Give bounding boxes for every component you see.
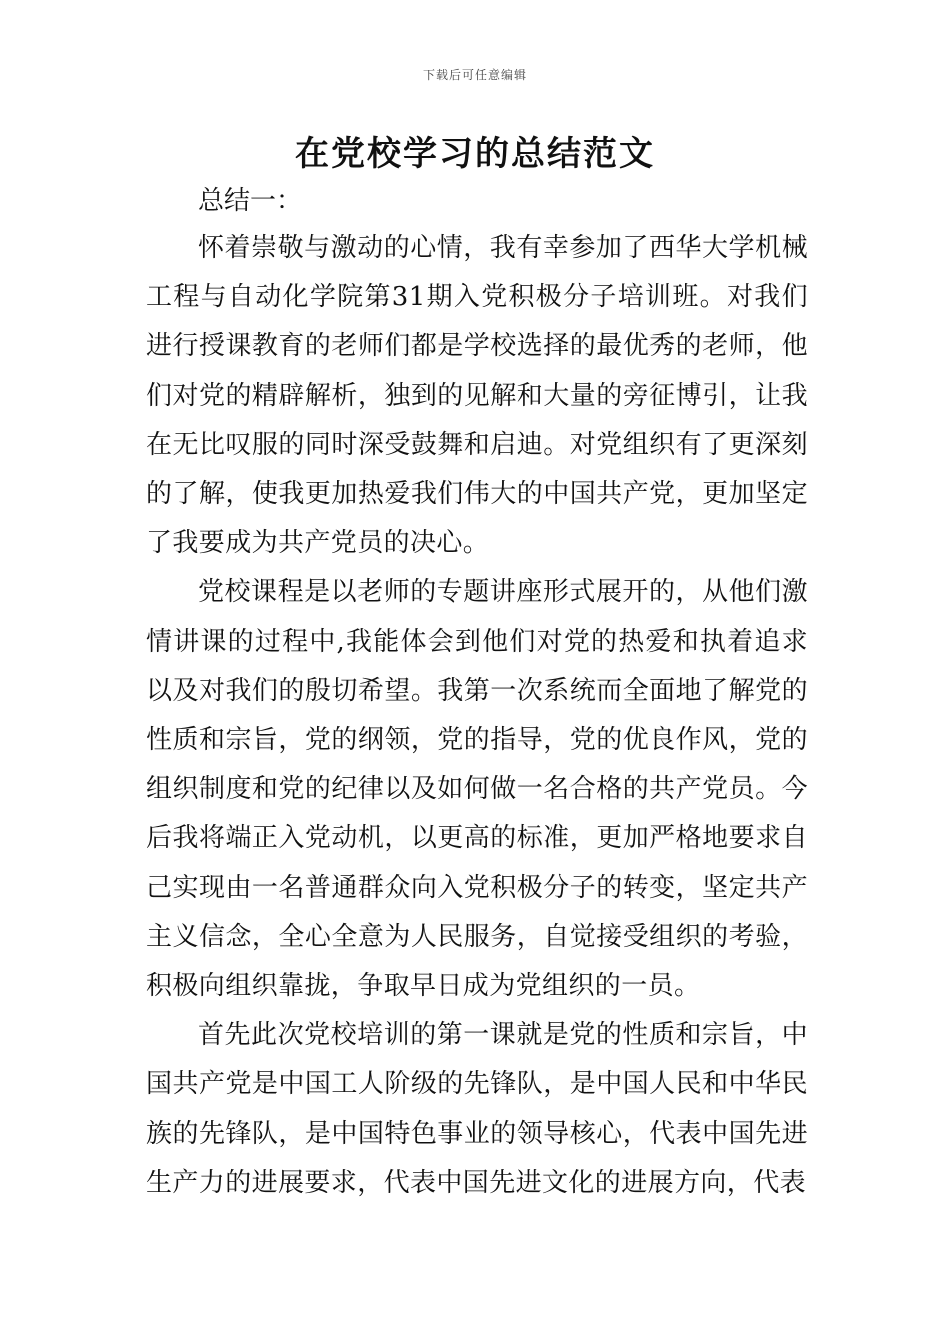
document-body	[146, 178, 808, 1208]
paragraph-2: 党校课程是以老师的专题讲座形式展开的，从他们激情讲课的过程中,我能体会到他们对党的热爱和执着追求以及对我们的殷切希望。我第一次系统而全面地了解党的性质和宗旨，党的纲领，党的指导，党的优良作风，党的组织制度和党的纪律以及如何做一名合格的共产党员。今后我将端正入党动机，以更高的标准，更加严格地要求自己实现由一名普通群众向入党积极分子的转变，坚定共产主义信念，全心全意为人民服务，自觉接受组织的考验，积极向组织靠拢，争取早日成为党组织的一员。	[146, 577, 808, 1002]
section-label: 总结一：	[198, 186, 303, 216]
header-note: 下载后可任意编辑	[422, 68, 527, 82]
paragraph-1: 怀着崇敬与激动的心情，我有幸参加了西华大学机械工程与自动化学院第31期入党积极分子培训班。对我们进行授课教育的老师们都是学校选择的最优秀的老师，他们对党的精辟解析，独到的见解和大量的旁征博引，让我在无比叹服的同时深受鼓舞和启迪。对党组织有了更深刻的了解，使我更加热爱我们伟大的中国共产党，更加坚定了我要成为共产党员的决心。	[146, 233, 808, 559]
document-title: 在党校学习的总结范文	[295, 134, 655, 174]
paragraph-3: 首先此次党校培训的第一课就是党的性质和宗旨，中国共产党是中国工人阶级的先锋队，是中国人民和中华民族的先锋队，是中国特色事业的领导核心，代表中国先进生产力的进展要求，代表中国先进文化的进展方向，代表	[146, 1020, 808, 1198]
